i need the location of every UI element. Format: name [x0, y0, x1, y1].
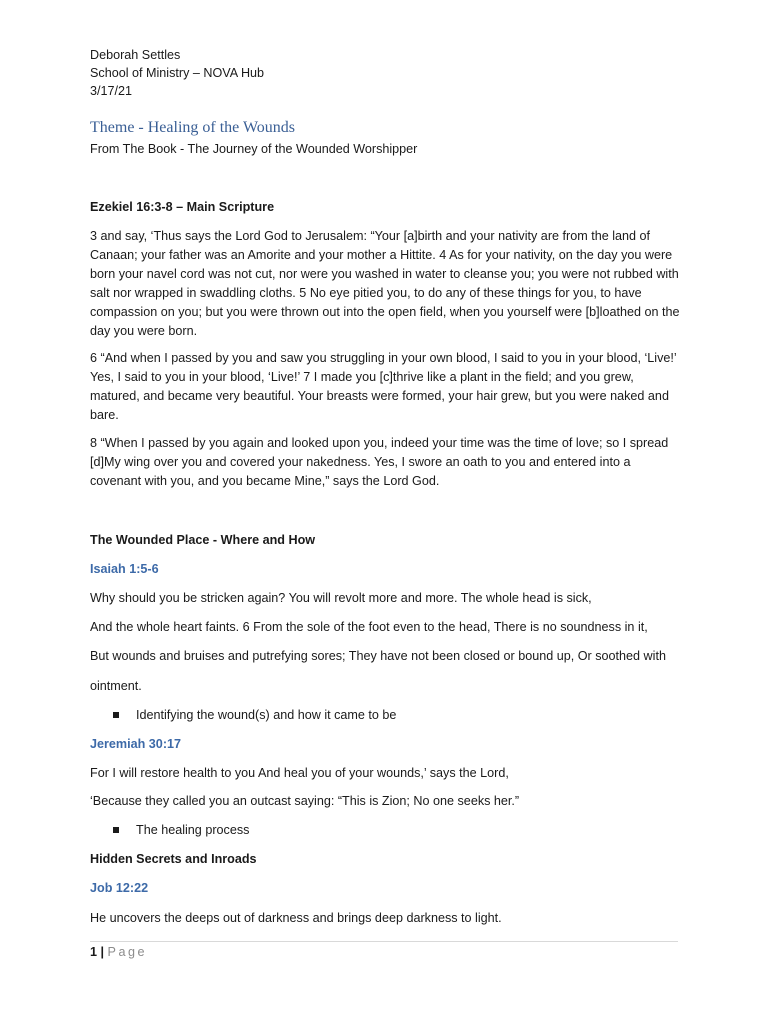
- job-line: He uncovers the deeps out of darkness and brings deep darkness to light.: [90, 911, 502, 925]
- document-date: 3/17/21: [90, 84, 133, 98]
- scripture-paragraph-2: 6 “And when I passed by you and saw you struggling in your own blood, I said to you in your blood, ‘Live!’ Yes, I said to you in your blood, ‘Live!’ 7 I made you [c]thrive like a plant in the field; and you grew, matured, and became very beautiful. Your breasts were formed, your hair grew, but you were naked and bare.: [90, 351, 677, 422]
- isaiah-line-1: Why should you be stricken again? You will revolt more and more. The whole head is sick,: [90, 591, 592, 605]
- hidden-secrets-heading: Hidden Secrets and Inroads: [90, 852, 257, 866]
- isaiah-line-2: And the whole heart faints. 6 From the sole of the foot even to the head, There is no soundness in it,: [90, 620, 648, 634]
- author-name: Deborah Settles: [90, 48, 181, 62]
- page-separator: |: [100, 945, 105, 959]
- bullet-healing-process: The healing process: [136, 823, 250, 837]
- bullet-square-icon: [113, 712, 119, 718]
- jeremiah-line-1: For I will restore health to you And heal you of your wounds,’ says the Lord,: [90, 766, 509, 780]
- book-subtitle: From The Book - The Journey of the Wounded Worshipper: [90, 142, 418, 156]
- page-number: 1: [90, 945, 98, 959]
- wounded-place-heading: The Wounded Place - Where and How: [90, 533, 316, 547]
- isaiah-line-3: But wounds and bruises and putrefying sores; They have not been closed or bound up, Or soothed with: [90, 649, 666, 663]
- isaiah-reference: Isaiah 1:5-6: [90, 562, 159, 576]
- page-word: Page: [107, 945, 147, 959]
- school-name: School of Ministry – NOVA Hub: [90, 66, 265, 80]
- job-reference: Job 12:22: [90, 881, 149, 895]
- jeremiah-line-2: ‘Because they called you an outcast saying: “This is Zion; No one seeks her.”: [90, 794, 520, 808]
- footer-divider: [90, 941, 678, 942]
- theme-title: Theme - Healing of the Wounds: [90, 119, 296, 136]
- main-scripture-heading: Ezekiel 16:3-8 – Main Scripture: [90, 200, 275, 214]
- scripture-paragraph-1: 3 and say, ‘Thus says the Lord God to Jerusalem: “Your [a]birth and your nativity are from the land of Canaan; your father was an Amorite and your mother a Hittite. 4 As for your nativity, on the day you were born your navel cord was not cut, nor were you washed in water to cleanse you; you were not rubbed with salt nor wrapped in swaddling cloths. 5 No eye pitied you, to do any of these things for you, to have compassion on you; but you were thrown out into the open field, when you yourself were [b]loathed on the day you were born.: [90, 229, 680, 338]
- jeremiah-reference: Jeremiah 30:17: [90, 737, 182, 751]
- bullet-identifying-wounds: Identifying the wound(s) and how it came to be: [136, 708, 397, 722]
- scripture-paragraph-3: 8 “When I passed by you again and looked upon you, indeed your time was the time of love; so I spread [d]My wing over you and covered your nakedness. Yes, I swore an oath to you and entered into a covenant with you, and you became Mine,” says the Lord God.: [90, 436, 669, 488]
- isaiah-line-4: ointment.: [90, 679, 142, 693]
- page-footer: [90, 943, 147, 962]
- bullet-square-icon: [113, 827, 119, 833]
